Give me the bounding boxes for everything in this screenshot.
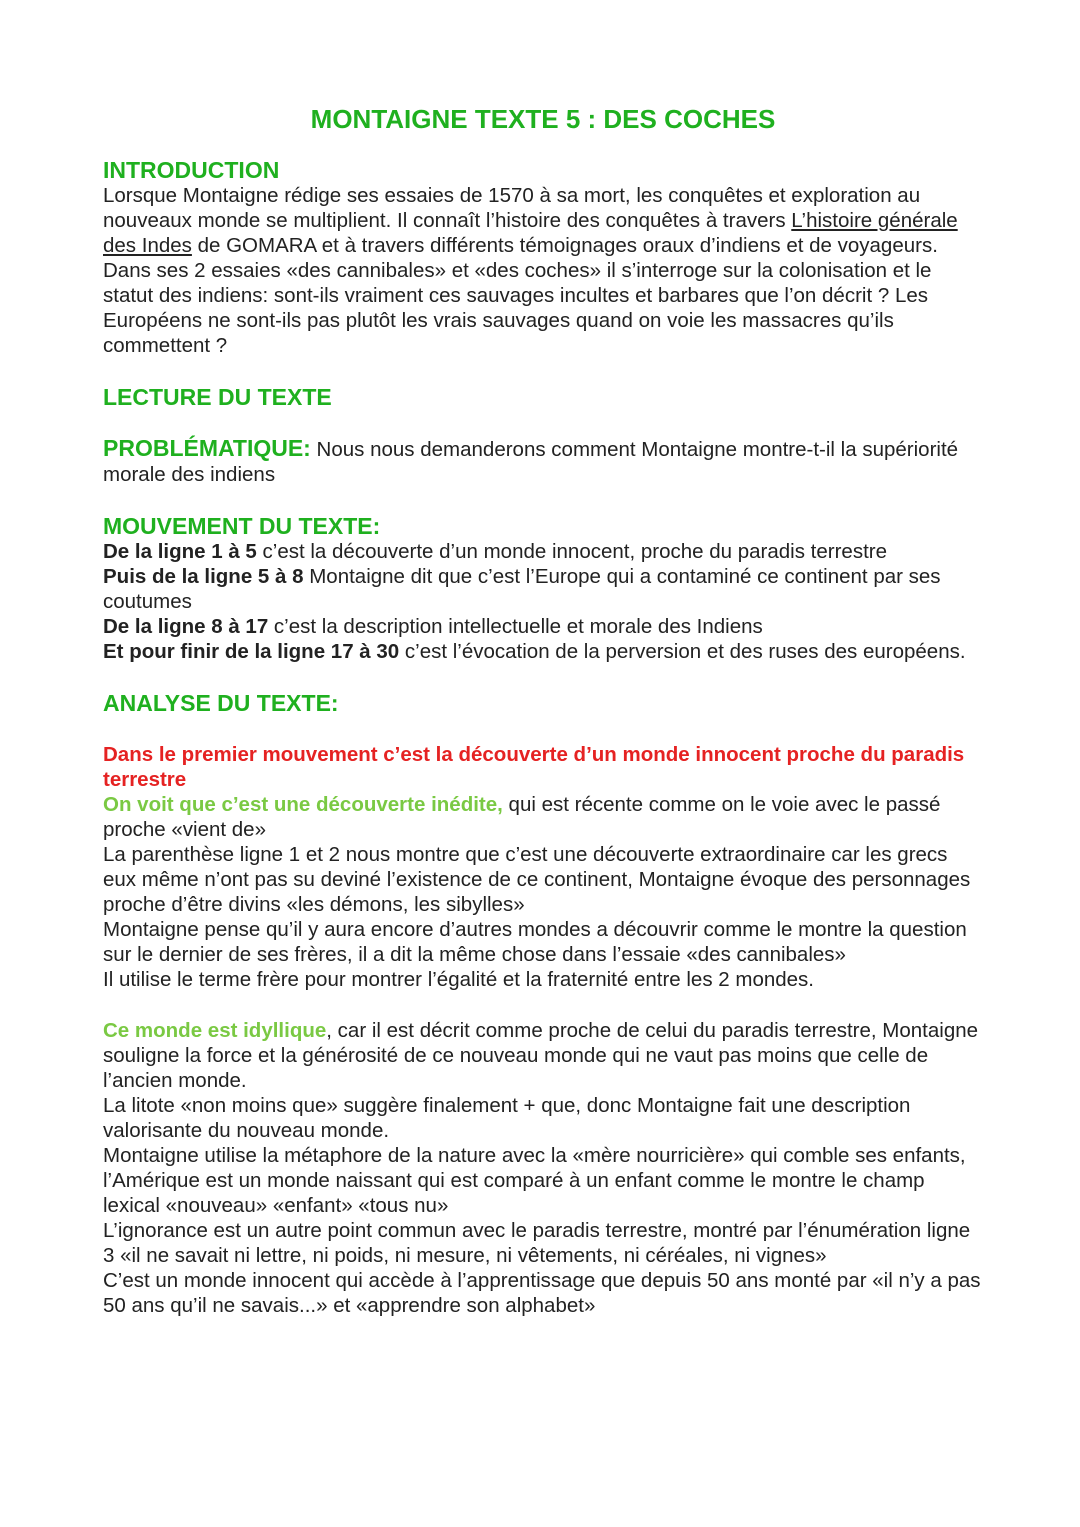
introduction-text-start: Lorsque Montaigne rédige ses essaies de 1570 à sa mort, les conquêtes et exploration au nouveaux monde se multiplient. Il connaît l’histoire des conquêtes à travers [103, 184, 921, 232]
mouvement-heading: MOUVEMENT DU TEXTE: [103, 513, 381, 539]
analyse-heading: ANALYSE DU TEXTE: [103, 690, 339, 716]
book-title-underlined: L’histoire générale des Indes [103, 209, 958, 257]
first-movement-title: Dans le premier mouvement c’est la découverte d’un monde innocent proche du paradis terrestre [103, 743, 965, 791]
metaphore-paragraph: Montaigne utilise la métaphore de la nature avec la «mère nourricière» qui comble ses enfants, l’Amérique est un monde naissant qui est comparé à un enfant comme le montre le champ lexical «nouveau» «enfant» «tous nu» [103, 1144, 966, 1217]
mouvement-item-lines: Puis de la ligne 5 à 8 [103, 565, 304, 588]
document-title: MONTAIGNE TEXTE 5 : DES COCHES [310, 104, 776, 134]
mouvement-item-lines: De la ligne 1 à 5 [103, 540, 257, 563]
ignorance-paragraph: L’ignorance est un autre point commun avec le paradis terrestre, montré par l’énumération ligne 3 «il ne savait ni lettre, ni poids, ni mesure, ni vêtements, ni céréales, ni vignes» [103, 1219, 971, 1267]
discovery-text: qui est récente comme on le voie avec le passé proche «vient de» [103, 793, 941, 841]
autres-mondes-paragraph: Montaigne pense qu’il y aura encore d’autres mondes a découvrir comme le montre la question sur le dernier de ses frères, il a dit la même chose dans l’essaie «des cannibales» [103, 918, 967, 966]
mouvement-item [103, 539, 983, 564]
mouvement-item-text: c’est la découverte d’un monde innocent, proche du paradis terrestre [256, 540, 888, 563]
parenthese-paragraph: La parenthèse ligne 1 et 2 nous montre que c’est une découverte extraordinaire car les grecs eux même n’ont pas su deviné l’existence de ce continent, Montaigne évoque des personnages proche d’être divins «les démons, les sibylles» [103, 843, 971, 916]
mouvement-item-text: c’est l’évocation de la perversion et des ruses des européens. [399, 640, 966, 663]
mouvement-item-lines: De la ligne 8 à 17 [103, 615, 269, 638]
introduction-text-end: de GOMARA et à travers différents témoignages oraux d’indiens et de voyageurs. Dans ses 2 essaies «des cannibales» et «des coches» il s’interroge sur la colonisation et le statut des indiens: sont-ils vraiment ces sauvages incultes et barbares que l’on décrit ? Les Européens ne sont-ils pas plutôt les vrais sauvages quand on voie les massacres qu’ils commettent ? [103, 234, 938, 357]
idyllic-paragraph [103, 1018, 983, 1093]
mouvement-item-text: c’est la description intellectuelle et morale des Indiens [268, 615, 763, 638]
idyllic-text: , car il est décrit comme proche de celui du paradis terrestre, Montaigne souligne la force et la générosité de ce nouveau monde qui ne vaut pas moins que celle de l’ancien monde. [103, 1019, 979, 1092]
problematique-label: PROBLÉMATIQUE: [103, 435, 311, 461]
introduction-heading: INTRODUCTION [103, 157, 280, 183]
mouvement-item-lines: Et pour finir de la ligne 17 à 30 [103, 640, 400, 663]
document-body [103, 157, 983, 1318]
lecture-heading: LECTURE DU TEXTE [103, 384, 332, 410]
discovery-highlight: On voit que c’est une découverte inédite, [103, 793, 503, 816]
mouvement-item-text: Montaigne dit que c’est l’Europe qui a contaminé ce continent par ses coutumes [103, 565, 941, 613]
problematique-text: Nous nous demanderons comment Montaigne montre-t-il la supériorité morale des indiens [103, 438, 959, 486]
litote-paragraph: La litote «non moins que» suggère finalement + que, donc Montaigne fait une description valorisante du nouveau monde. [103, 1094, 911, 1142]
discovery-paragraph [103, 792, 983, 842]
innocent-paragraph: C’est un monde innocent qui accède à l’apprentissage que depuis 50 ans monté par «il n’y a pas 50 ans qu’il ne savais...» et «apprendre son alphabet» [103, 1269, 981, 1317]
introduction-paragraph [103, 183, 983, 358]
mouvement-item [103, 639, 983, 664]
mouvement-item [103, 614, 983, 639]
problematique-paragraph [103, 436, 983, 487]
mouvement-item [103, 564, 983, 614]
idyllic-highlight: Ce monde est idyllique [103, 1019, 327, 1042]
frere-paragraph: Il utilise le terme frère pour montrer l’égalité et la fraternité entre les 2 mondes. [103, 968, 814, 991]
